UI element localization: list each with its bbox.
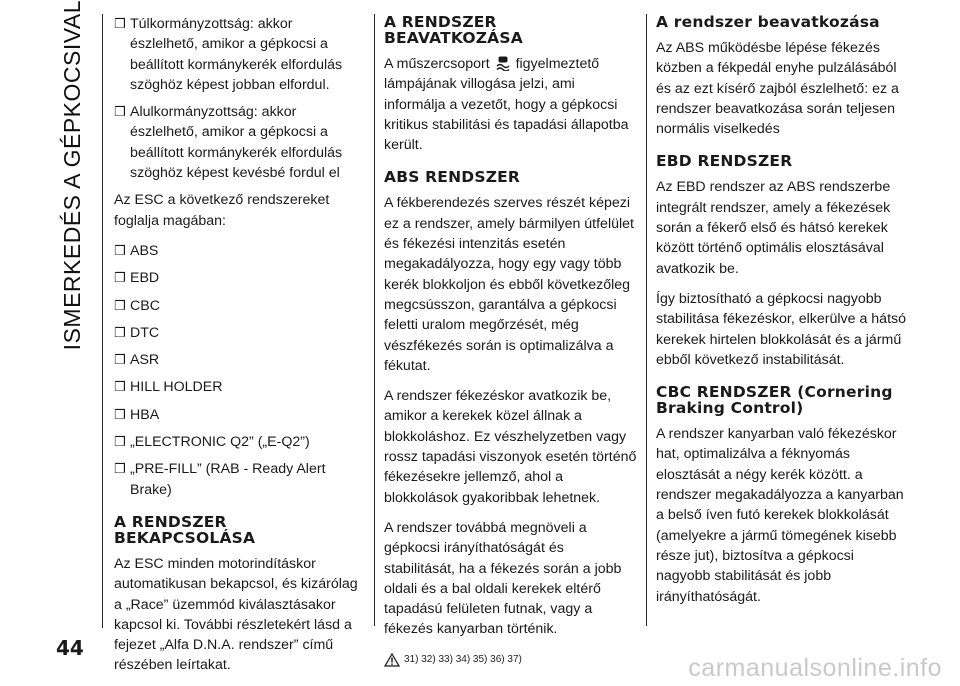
body-paragraph: Az EBD rendszer az ABS rendszerbe integrált rendszer, amely a fékezések során a fékerő első és hátsó kerekek között történő optimális elosztásával avatkozik be. xyxy=(656,179,891,277)
system-list-item xyxy=(114,432,364,452)
column-divider xyxy=(374,14,375,626)
paragraph-text-end: figyelmeztető lámpájának villogása jelzi, ami informálja a vezetőt, hogy a gépkocsi kritikus stabilitási és tapadási állapotba került. xyxy=(384,56,629,154)
system-list-item xyxy=(114,377,364,397)
paragraph-text-start: A műszercsoport xyxy=(384,56,490,72)
section-heading: A rendszer beavatkozása xyxy=(656,13,880,31)
body-paragraph: A rendszer kanyarban való fékezéskor hat, optimalizálva a féknyomás elosztását a négy kerék között. a rendszer megakadályozza a kanyarban a belső íven futó kerekek blokkolását (amelyekre a jármű tömegének kisebb része jut), biztosítva a gépkocsi nagyobb stabilitását és jobb irányíthatóságát. xyxy=(656,426,904,605)
section-heading: A RENDSZER BEKAPCSOLÁSA xyxy=(114,512,256,547)
system-list-item xyxy=(114,323,364,343)
system-name: ASR xyxy=(130,352,160,369)
body-paragraph: A fékberendezés szerves részét képezi ez a rendszer, amely bármilyen útfelület és fékezési intenzitás esetén megakadályozza, hogy egy vagy több kerék blokkoljon és ebből következőleg megcsússzon, garantálva a gépkocsi feletti uralom megőrzését, még vészfékezés során is optimalizálva a fékutat. xyxy=(384,195,634,374)
bullet-square-icon: ❒ xyxy=(114,434,126,450)
chapter-sidebar xyxy=(48,0,96,350)
page-number: 44 xyxy=(56,636,84,660)
system-list-item xyxy=(114,459,364,500)
warning-reference-numbers: 31) 32) 33) 34) 35) 36) 37) xyxy=(404,653,522,665)
system-name: HILL HOLDER xyxy=(130,379,223,396)
esc-skid-icon xyxy=(495,55,511,71)
bullet-square-icon: ❒ xyxy=(114,16,126,31)
column-3 xyxy=(656,14,912,617)
bullet-square-icon: ❒ xyxy=(114,352,126,368)
system-name: DTC xyxy=(130,324,160,341)
section-heading: ABS RENDSZER xyxy=(384,168,521,187)
system-name: „PRE-FILL” (RAB - Ready Alert Brake) xyxy=(130,461,326,498)
bullet-square-icon: ❒ xyxy=(114,379,126,395)
list-item-text: Alulkormányzottság: akkor észlelhető, amikor a gépkocsi a beállított kormánykerék elfordulás szöghöz képest kevésbé fordul el xyxy=(130,104,343,182)
watermark: carmanualsonline.info xyxy=(688,654,942,682)
list-item-text: Túlkormányzottság: akkor észlelhető, amikor a gépkocsi a beállított kormánykerék elfordulás szöghöz képest jobban elfordul. xyxy=(130,16,343,93)
sidebar-divider xyxy=(102,14,103,628)
bullet-square-icon: ❒ xyxy=(114,242,126,258)
section-heading: EBD RENDSZER xyxy=(656,152,793,171)
bullet-square-icon: ❒ xyxy=(114,104,126,120)
body-paragraph: A rendszer továbbá megnöveli a gépkocsi irányíthatóságát és stabilitását, ha a fékezés során a jobb oldali és a bal oldali kerekek eltérő tapadású felületen futnak, vagy a fékezés kanyarban történik. xyxy=(384,519,622,638)
system-list-item xyxy=(114,268,364,288)
system-name: HBA xyxy=(130,406,160,423)
section-heading: A RENDSZER BEAVATKOZÁSA xyxy=(384,13,523,47)
system-list-item xyxy=(114,405,364,425)
bullet-square-icon: ❒ xyxy=(114,297,126,313)
intro-paragraph: Az ESC a következő rendszereket foglalja magában: xyxy=(114,192,330,229)
column-divider xyxy=(646,14,647,626)
body-paragraph xyxy=(384,54,638,155)
list-item xyxy=(114,14,364,95)
column-2 xyxy=(384,14,638,670)
warning-triangle-icon xyxy=(384,653,400,667)
body-paragraph: Az ESC minden motorindításkor automatikusan bekapcsol, és kizárólag a „Race” üzemmód kiválasztásakor kapcsol ki. További részletekért lásd a fejezet „Alfa D.N.A. rendszer” című részében leírtakat. xyxy=(114,555,358,674)
system-name: EBD xyxy=(130,270,160,287)
body-paragraph: A rendszer fékezéskor avatkozik be, amikor a kerekek közel állnak a blokkoláshoz. Ez vészhelyzetben vagy rossz tapadási viszonyok esetén történő fékezésekre jellemző, ahol a blokkolások gyakoribbak lehetnek. xyxy=(384,388,637,506)
body-paragraph: Az ABS működésbe lépése fékezés közben a fékpedál enyhe pulzálásából és az ezt kísérő zajból észlelhető: ez a rendszer beavatkozása során teljesen normális viselkedés xyxy=(656,40,899,138)
list-item xyxy=(114,102,364,183)
column-1 xyxy=(114,14,364,686)
bullet-square-icon: ❒ xyxy=(114,270,126,286)
chapter-title: ISMERKEDÉS A GÉPKOCSIVAL xyxy=(58,0,85,350)
section-heading: CBC RENDSZER (Cornering Braking Control) xyxy=(656,383,893,418)
system-list-item xyxy=(114,350,364,370)
system-name: „ELECTRONIC Q2” („E-Q2”) xyxy=(130,434,310,451)
warning-reference xyxy=(384,650,638,670)
system-list-item xyxy=(114,241,364,261)
bullet-square-icon: ❒ xyxy=(114,324,126,340)
bullet-square-icon: ❒ xyxy=(114,461,126,477)
system-name: CBC xyxy=(130,297,160,314)
bullet-square-icon: ❒ xyxy=(114,406,126,422)
system-name: ABS xyxy=(130,242,159,259)
body-paragraph: Így biztosítható a gépkocsi nagyobb stabilitása fékezéskor, elkerülve a hátsó kerekek hirtelen blokkolását és a jármű ebből következő instabilitását. xyxy=(656,290,906,368)
system-list-item xyxy=(114,296,364,316)
